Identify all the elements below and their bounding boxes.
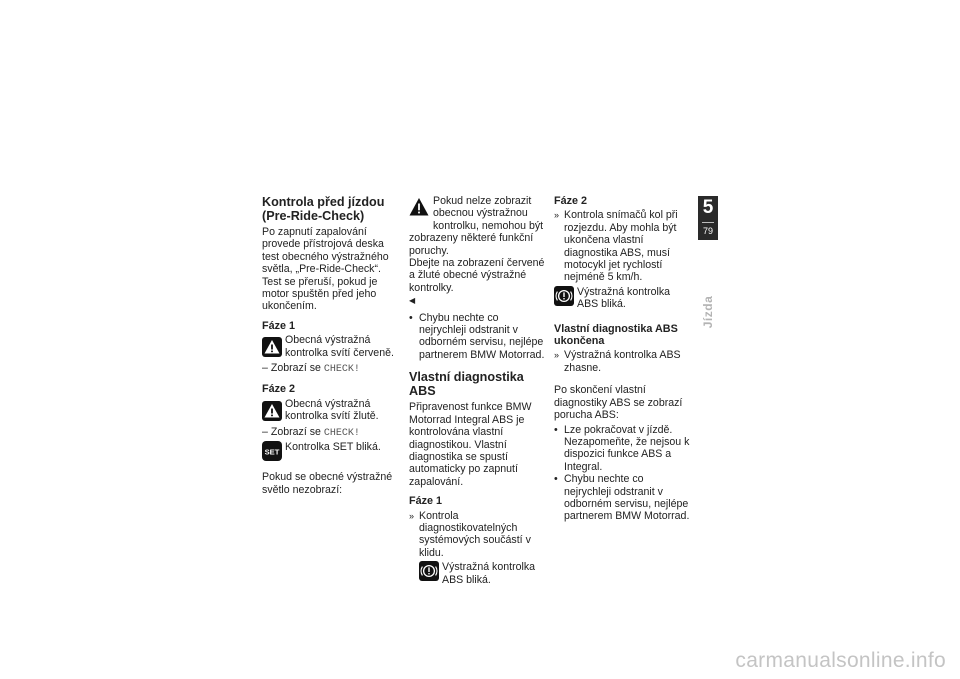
warning-bullet-list — [409, 312, 546, 362]
watermark: carmanualsonline.info — [735, 649, 946, 672]
check-display: CHECK! — [323, 364, 360, 376]
list-item — [554, 424, 691, 474]
abs-phase-1-indicator-text: Výstražná kontrolka ABS bliká. — [442, 561, 536, 586]
result-prefix: Zobrazí se — [270, 425, 321, 438]
phase-2-indicator — [262, 398, 398, 423]
abs-phase-1-title: Fáze 1 — [409, 495, 443, 508]
step-marker: » — [554, 210, 560, 221]
list-item-text: Chybu nechte co nejrychleji odstranit v odborném servisu, nejlépe partnerem BMW Motorrad. — [419, 311, 545, 361]
general-warning-icon — [262, 337, 282, 357]
abs-phase-1-indicator — [419, 561, 546, 586]
abs-phase-2-indicator-text: Výstražná kontrolka ABS bliká. — [577, 285, 671, 311]
abs-phase-2-indicator — [554, 286, 691, 311]
result-prefix: Zobrazí se — [270, 362, 321, 375]
phase-2-title: Fáze 2 — [262, 383, 296, 396]
abs-phase-2-title: Fáze 2 — [554, 195, 588, 207]
column-1 — [262, 195, 398, 496]
column-3 — [554, 195, 691, 523]
result-dash: – — [262, 425, 268, 438]
list-item-text: Lze pokračovat v jízdě. Nezapomeňte, že nejsou k dispozici funkce ABS a Integral. — [564, 423, 690, 473]
tab-divider — [702, 222, 714, 223]
phase-1-indicator — [262, 334, 398, 359]
abs-end-title: Vlastní diagnostika ABS ukončena — [554, 322, 678, 348]
abs-intro: Připravenost funkce BMW Motorrad Integral ABS je kontrolována vlastní diagnostikou. Vlastní diagnostika se spustí automaticky po zapnutí zapalování. — [409, 401, 532, 488]
set-icon-label: SET — [264, 447, 280, 457]
bullet: • — [409, 311, 413, 324]
abs-phase-1-steps — [409, 510, 546, 560]
bullet: • — [554, 473, 558, 486]
list-item — [409, 510, 546, 560]
abs-end-steps — [554, 349, 691, 374]
chapter-number: 5 — [702, 197, 714, 218]
warning-text: Pokud nelze zobrazit obecnou výstražnou kontrolku, nemohou být zobrazeny některé funkční poruchy. — [409, 195, 544, 257]
abs-warning-icon — [554, 286, 574, 306]
step-marker: » — [409, 510, 415, 521]
no-warning-light-intro: Pokud se obecné výstražné světlo nezobrazí: — [262, 471, 393, 496]
list-item — [554, 209, 691, 283]
bullet: • — [554, 423, 558, 436]
list-item-text: Chybu nechte co nejrychleji odstranit v odborném servisu, nejlépe partnerem BMW Motorrad. — [564, 473, 690, 523]
check-display: CHECK! — [323, 427, 360, 439]
pre-ride-check-intro: Po zapnutí zapalování provede přístrojová deska test obecného výstražného světla, „Pre-Ride-Check“. Test se přeruší, pokud je motor spuštěn před jeho ukončením. — [262, 226, 389, 313]
abs-fault-intro: Po skončení vlastní diagnostiky ABS se zobrazí porucha ABS: — [554, 384, 683, 422]
abs-phase-2-steps — [554, 209, 691, 283]
phase-1-title: Fáze 1 — [262, 319, 296, 332]
heading-abs-self-diagnosis: Vlastní diagnostika ABS — [409, 370, 524, 399]
abs-fault-bullets — [554, 424, 691, 523]
list-item — [409, 312, 546, 362]
result-dash: – — [262, 362, 268, 375]
phase-1-indicator-text: Obecná výstražná kontrolka svítí červeně. — [285, 334, 394, 359]
phase-2-result — [262, 426, 398, 440]
column-2 — [409, 195, 546, 586]
warning-note — [409, 195, 546, 308]
phase-1-result — [262, 362, 398, 376]
general-warning-icon — [262, 401, 282, 421]
list-item-text: Kontrola diagnostikovatelných systémových součástí v klidu. — [419, 509, 531, 559]
heading-pre-ride-check: Kontrola před jízdou (Pre-Ride-Check) — [262, 195, 385, 223]
list-item — [554, 473, 691, 523]
list-item-text: Výstražná kontrolka ABS zhasne. — [564, 349, 681, 374]
set-icon — [262, 441, 282, 461]
phase-2-indicator-text: Obecná výstražná kontrolka svítí žlutě. — [285, 397, 379, 423]
warning-text-2: Dbejte na zobrazení červené a žluté obecné výstražné kontrolky. — [409, 257, 545, 294]
list-item — [554, 349, 691, 374]
end-mark-icon: ◀ — [409, 296, 416, 306]
set-indicator — [262, 441, 398, 461]
abs-warning-icon — [419, 561, 439, 581]
step-marker: » — [554, 350, 560, 361]
page-number: 79 — [702, 226, 713, 236]
section-title: Jízda — [701, 295, 715, 329]
list-item-text: Kontrola snímačů kol při rozjezdu. Aby mohla být ukončena vlastní diagnostika ABS, musí motocykl jet rychlostí nejméně 5 km/h. — [564, 209, 678, 284]
warning-triangle-icon — [409, 197, 429, 220]
set-indicator-text: Kontrolka SET bliká. — [285, 441, 381, 454]
